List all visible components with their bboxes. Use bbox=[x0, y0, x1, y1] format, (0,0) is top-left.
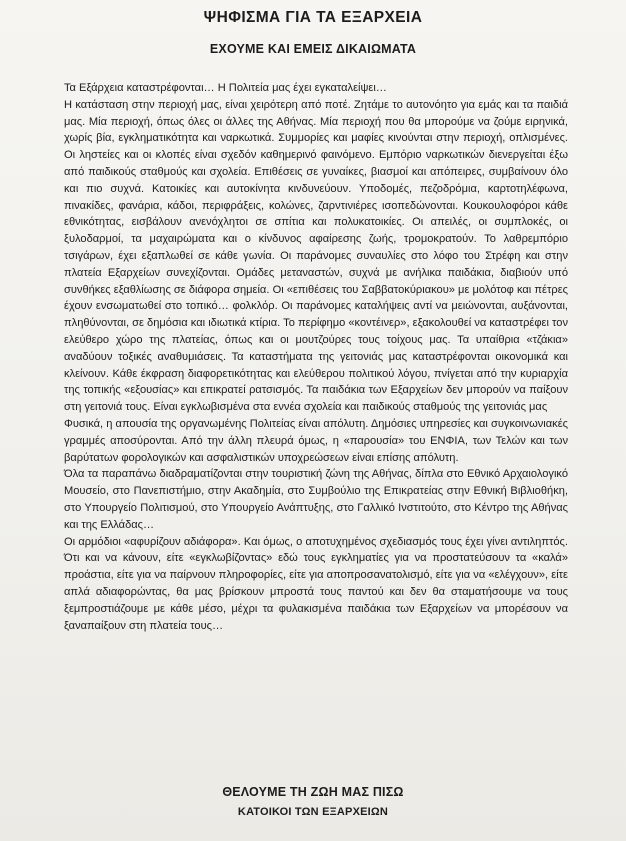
paragraph: Οι αρμόδιοι «αφυρίζουν αδιάφορα». Και όμως, ο αποτυχημένος σχεδιασμός τους έχει γίνει αντιληπτός. Ότι και να κάνουν, είτε «εγκλωβίζοντας» εδώ τους εγκληματίες για να προστατεύσουν τα «καλά» προάστια, είτε για να παίρνουν πληροφορίες, είτε για αποπροσανατολισμό, είτε για να «ελέγχουν», είτε απλά αδιαφορώντας, θα μας βρίσκουν μπροστά τους παντού και δεν θα σταματήσουμε να τους ξεμπροστιάζουμε με κάθε μέσο, μέχρι τα φυλακισμένα παιδάκια των Εξαρχείων να μπορέσουν να ξαναπαίξουν στη πλατεία τους… bbox=[64, 535, 568, 632]
document-title: ΨΗΦΙΣΜΑ ΓΙΑ ΤΑ ΕΞΑΡΧΕΙΑ bbox=[203, 9, 423, 26]
paragraph: Η κατάσταση στην περιοχή μας, είναι χειρότερη από ποτέ. Ζητάμε το αυτονόητο για εμάς και τα παιδιά μας. Μία περιοχή, όπως όλες οι άλλες της Αθήνας. Μία περιοχή που θα μπορούμε να ζούμε ειρηνικά, χωρίς βία, εγκληματικότητα και ναρκωτικά. Συμμορίες και μαφίες κινούνται στην περιοχή, οπλισμένες. Οι ληστείες και οι κλοπές είναι σχεδόν καθημερινό φαινόμενο. Εμπόριο ναρκωτικών διενεργείται έξω από παιδικούς σταθμούς και σχολεία. Επιθέσεις σε γυναίκες, βιασμοί και απόπειρες, συμβαίνουν όλο και πιο συχνά. Κατοικίες και αυτοκίνητα κινδυνεύουν. Υποδομές, πεζοδρόμια, καρτοτηλέφωνα, πινακίδες, φανάρια, κάδοι, περιφράξεις, κολώνες, ζαρντινιέρες ισοπεδώνονται. Κουκουλοφόροι κάθε εθνικότητας, εισβάλουν ανενόχλητοι σε σπίτια και πολυκατοικίες. Οι απειλές, οι συμπλοκές, οι ξυλοδαρμοί, τα μαχαιρώματα και ο κίνδυνος αφαίρεσης ζωής, τρομοκρατούν. Το λαθρεμπόριο τσιγάρων, έχει εξαπλωθεί σε κάθε γωνία. Οι παράνομες συναυλίες στο λόφο του Στρέφη και στην πλατεία Εξαρχείων συνεχίζονται. Ομάδες μεταναστών, συχνά με ανήλικα παιδάκια, διαβιούν υπό συνθήκες εξαθλίωσης σε διάφορα σημεία. Οι «επιθέσεις του Σαββατοκύριακου» με μολότοφ και πέτρες έχουν ενσωματωθεί στο τοπικό… φολκλόρ. Οι παράνομες καταλήψεις αντί να μειώνονται, αυξάνονται, πληθύνονται, σε δημόσια και ιδιωτικά κτίρια. Το περίφημο «κοντέινερ», εξακολουθεί να καταστρέφει τον ελεύθερο χώρο της πλατείας, όπως και οι μουτζούρες τους τοίχους μας. Τα υπαίθρια «τζάκια» αναδύουν τοξικές αναθυμιάσεις. Τα καταστήματα της γειτονιάς μας καταστρέφονται οικονομικά και κλείνουν. Κάθε έκφραση διαφορετικότητας και ελεύθερου πολιτικού λόγου, πνίγεται από την κυριαρχία της τοπικής «εξουσίας» και επικρατεί ρατσισμός. Τα παιδάκια των Εξαρχείων δεν μπορούν να παίξουν στη γειτονιά τους. Είναι εγκλωβισμένα στα εννέα σχολεία και παιδικούς σταθμούς της γειτονιάς μας bbox=[64, 98, 568, 414]
document-body bbox=[64, 80, 568, 634]
paragraph: Φυσικά, η απουσία της οργανωμένης Πολιτείας είναι απόλυτη. Δημόσιες υπηρεσίες και συγκοινωνιακές γραμμές αποσύρονται. Από την άλλη πλευρά όμως, η «παρουσία» του ΕΝΦΙΑ, των Τελών και των βαρύτατων φορολογικών και ασφαλιστικών υποχρεώσεων είναι επίσης απόλυτη. bbox=[64, 417, 568, 464]
paragraph: Όλα τα παραπάνω διαδραματίζονται στην τουριστική ζώνη της Αθήνας, δίπλα στο Εθνικό Αρχαιολογικό Μουσείο, στο Πανεπιστήμιο, στην Ακαδημία, στο Συμβούλιο της Επικρατείας στην Εθνική Βιβλιοθήκη, στο Υπουργείο Πολιτισμού, στο Υπουργείο Ανάπτυξης, στο Γαλλικό Ινστιτούτο, στο Κέντρο της Αθήνας και της Ελλάδας… bbox=[64, 468, 568, 531]
document-subtitle: ΕΧΟΥΜΕ ΚΑΙ ΕΜΕΙΣ ΔΙΚΑΙΩΜΑΤΑ bbox=[209, 42, 417, 56]
closing-slogan: ΘΕΛΟΥΜΕ ΤΗ ΖΩΗ ΜΑΣ ΠΙΣΩ bbox=[222, 785, 404, 799]
paragraph: Τα Εξάρχεια καταστρέφονται… Η Πολιτεία μας έχει εγκαταλείψει… bbox=[64, 82, 387, 94]
signature: ΚΑΤΟΙΚΟΙ ΤΩΝ ΕΞΑΡΧΕΙΩΝ bbox=[237, 806, 389, 818]
